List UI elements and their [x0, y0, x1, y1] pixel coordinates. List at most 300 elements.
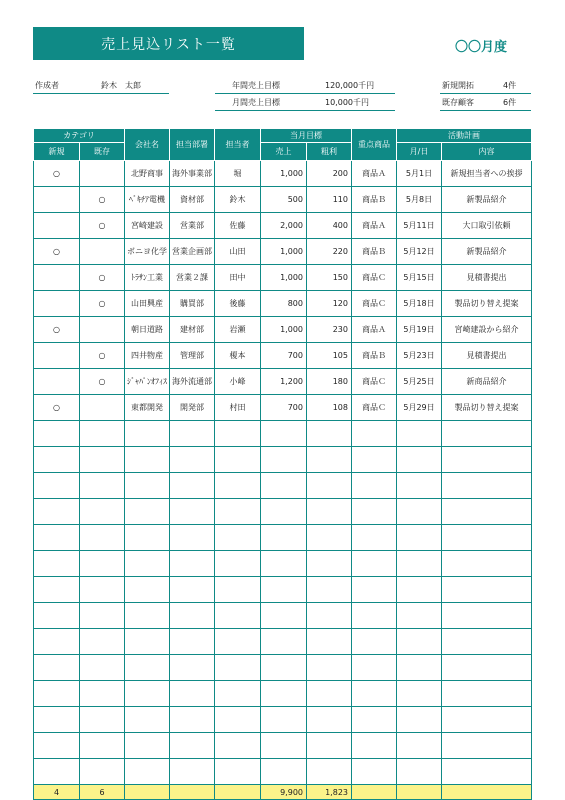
header-date: 月/日	[397, 143, 442, 161]
header-content: 内容	[442, 143, 532, 161]
cell-gross	[307, 603, 352, 629]
cell-new	[34, 213, 80, 239]
cell-sales	[261, 577, 307, 603]
cell-department	[170, 603, 215, 629]
cell-new	[34, 733, 80, 759]
table-row	[34, 447, 532, 473]
cell-gross	[307, 473, 352, 499]
cell-new	[34, 473, 80, 499]
cell-company	[125, 603, 170, 629]
cell-content	[442, 447, 532, 473]
table-row	[34, 499, 532, 525]
cell-person: 岩瀬	[215, 317, 261, 343]
cell-person	[215, 655, 261, 681]
cell-existing: ○	[80, 265, 125, 291]
total-blank	[442, 785, 532, 800]
cell-product	[352, 655, 397, 681]
cell-person: 鈴木	[215, 187, 261, 213]
table-row	[34, 395, 532, 421]
table-row	[34, 733, 532, 759]
cell-company: 東都開発	[125, 395, 170, 421]
cell-product	[352, 551, 397, 577]
cell-sales	[261, 551, 307, 577]
table-body	[34, 161, 532, 785]
cell-company	[125, 551, 170, 577]
cell-content	[442, 681, 532, 707]
cell-existing	[80, 161, 125, 187]
cell-company	[125, 655, 170, 681]
cell-new	[34, 265, 80, 291]
cell-product: 商品Ａ	[352, 213, 397, 239]
cell-date	[397, 525, 442, 551]
cell-existing	[80, 707, 125, 733]
cell-department: 営業部	[170, 213, 215, 239]
cell-new	[34, 421, 80, 447]
header-new: 新規	[34, 143, 80, 161]
table-row	[34, 291, 532, 317]
cell-gross	[307, 551, 352, 577]
cell-person: 村田	[215, 395, 261, 421]
cell-content	[442, 629, 532, 655]
cell-existing	[80, 603, 125, 629]
cell-new	[34, 707, 80, 733]
cell-content	[442, 603, 532, 629]
cell-department: 海外流通部	[170, 369, 215, 395]
header-row-2	[34, 143, 532, 161]
cell-department: 営業企画部	[170, 239, 215, 265]
table-row	[34, 187, 532, 213]
total-blank	[215, 785, 261, 800]
cell-company: ｼﾞｬﾊﾟﾝｵﾌｨｽ	[125, 369, 170, 395]
cell-new	[34, 629, 80, 655]
cell-product	[352, 681, 397, 707]
month-label: 〇〇月度	[455, 40, 508, 55]
cell-gross: 230	[307, 317, 352, 343]
cell-existing	[80, 759, 125, 785]
header-company: 会社名	[125, 129, 170, 161]
cell-gross: 150	[307, 265, 352, 291]
cell-content	[442, 551, 532, 577]
table-row	[34, 603, 532, 629]
cell-department: 建材部	[170, 317, 215, 343]
cell-product: 商品Ｂ	[352, 343, 397, 369]
cell-person	[215, 473, 261, 499]
cell-new	[34, 759, 80, 785]
cell-content: 見積書提出	[442, 343, 532, 369]
cell-gross	[307, 577, 352, 603]
cell-company	[125, 577, 170, 603]
cell-department	[170, 759, 215, 785]
cell-product: 商品Ｂ	[352, 239, 397, 265]
cell-content: 製品切り替え提案	[442, 291, 532, 317]
header-person: 担当者	[215, 129, 261, 161]
cell-gross	[307, 421, 352, 447]
table-row	[34, 317, 532, 343]
cell-person: 佐藤	[215, 213, 261, 239]
cell-sales	[261, 655, 307, 681]
cell-product: 商品Ｃ	[352, 291, 397, 317]
cell-new	[34, 655, 80, 681]
cell-company	[125, 525, 170, 551]
header-activity: 活動計画	[397, 129, 532, 143]
cell-new	[34, 551, 80, 577]
annual-target-label: 年間売上目標	[232, 81, 280, 90]
cell-content: 宮崎建設から紹介	[442, 317, 532, 343]
cell-existing	[80, 733, 125, 759]
cell-gross	[307, 499, 352, 525]
cell-gross: 200	[307, 161, 352, 187]
cell-department: 購買部	[170, 291, 215, 317]
cell-new: ○	[34, 317, 80, 343]
author-label: 作成者	[35, 81, 59, 90]
table-row	[34, 577, 532, 603]
cell-department: 海外事業部	[170, 161, 215, 187]
cell-product	[352, 473, 397, 499]
cell-date: 5月23日	[397, 343, 442, 369]
new-count-value: 4件	[503, 81, 517, 90]
cell-existing	[80, 499, 125, 525]
table-row	[34, 369, 532, 395]
cell-date	[397, 655, 442, 681]
cell-gross	[307, 447, 352, 473]
cell-person: 堀	[215, 161, 261, 187]
table-row	[34, 707, 532, 733]
cell-sales	[261, 603, 307, 629]
cell-person: 山田	[215, 239, 261, 265]
cell-sales: 2,000	[261, 213, 307, 239]
cell-department: 管理部	[170, 343, 215, 369]
header-gross: 粗利	[307, 143, 352, 161]
cell-department: 営業２課	[170, 265, 215, 291]
cell-content	[442, 759, 532, 785]
table-row	[34, 265, 532, 291]
cell-gross: 400	[307, 213, 352, 239]
cell-company: ﾄﾗｻﾝ工業	[125, 265, 170, 291]
cell-department	[170, 447, 215, 473]
cell-department	[170, 681, 215, 707]
cell-sales	[261, 447, 307, 473]
cell-company	[125, 733, 170, 759]
cell-company	[125, 499, 170, 525]
cell-existing	[80, 317, 125, 343]
cell-new: ○	[34, 395, 80, 421]
cell-company: 北野商事	[125, 161, 170, 187]
cell-date	[397, 759, 442, 785]
existing-count-label: 既存顧客	[442, 98, 474, 107]
existing-count-value: 6件	[503, 98, 517, 107]
cell-new	[34, 187, 80, 213]
cell-existing	[80, 239, 125, 265]
cell-existing: ○	[80, 187, 125, 213]
table-row	[34, 551, 532, 577]
cell-department: 資材部	[170, 187, 215, 213]
cell-date	[397, 577, 442, 603]
cell-date: 5月25日	[397, 369, 442, 395]
table-row	[34, 239, 532, 265]
cell-gross	[307, 681, 352, 707]
table-row	[34, 629, 532, 655]
cell-content	[442, 577, 532, 603]
cell-product: 商品Ａ	[352, 317, 397, 343]
cell-product	[352, 603, 397, 629]
cell-department	[170, 733, 215, 759]
totals-row	[34, 785, 532, 800]
cell-date	[397, 603, 442, 629]
total-blank	[125, 785, 170, 800]
cell-date: 5月11日	[397, 213, 442, 239]
cell-company: 山田興産	[125, 291, 170, 317]
cell-product	[352, 577, 397, 603]
table-row	[34, 681, 532, 707]
cell-date	[397, 707, 442, 733]
table-row	[34, 473, 532, 499]
cell-new	[34, 369, 80, 395]
cell-company: 四井物産	[125, 343, 170, 369]
cell-product	[352, 759, 397, 785]
cell-person: 後藤	[215, 291, 261, 317]
cell-person	[215, 733, 261, 759]
cell-company	[125, 759, 170, 785]
page-title: 売上見込リスト一覧	[33, 27, 304, 60]
cell-department	[170, 629, 215, 655]
cell-company: 宮崎建設	[125, 213, 170, 239]
total-blank	[170, 785, 215, 800]
total-sales: 9,900	[261, 785, 307, 800]
cell-new: ○	[34, 161, 80, 187]
cell-date	[397, 551, 442, 577]
header-category: カテゴリ	[34, 129, 125, 143]
cell-new	[34, 577, 80, 603]
cell-new	[34, 447, 80, 473]
cell-gross: 110	[307, 187, 352, 213]
cell-person	[215, 681, 261, 707]
cell-date	[397, 447, 442, 473]
cell-date	[397, 421, 442, 447]
cell-company	[125, 707, 170, 733]
total-existing: 6	[80, 785, 125, 800]
cell-company: 朝日道路	[125, 317, 170, 343]
cell-sales: 1,000	[261, 317, 307, 343]
table-row	[34, 655, 532, 681]
cell-person	[215, 525, 261, 551]
cell-existing	[80, 655, 125, 681]
cell-content: 新規担当者への挨拶	[442, 161, 532, 187]
cell-content	[442, 655, 532, 681]
cell-date: 5月19日	[397, 317, 442, 343]
cell-gross	[307, 733, 352, 759]
cell-person	[215, 629, 261, 655]
cell-product: 商品Ｂ	[352, 187, 397, 213]
cell-department	[170, 655, 215, 681]
cell-sales	[261, 525, 307, 551]
cell-product	[352, 707, 397, 733]
cell-sales: 700	[261, 395, 307, 421]
cell-person	[215, 759, 261, 785]
author-name: 鈴木 太郎	[101, 81, 141, 90]
cell-existing: ○	[80, 291, 125, 317]
cell-date: 5月8日	[397, 187, 442, 213]
cell-department	[170, 525, 215, 551]
cell-company: ボニヨ化学	[125, 239, 170, 265]
cell-date: 5月12日	[397, 239, 442, 265]
cell-product: 商品Ｃ	[352, 265, 397, 291]
cell-gross: 220	[307, 239, 352, 265]
new-count-row	[440, 80, 531, 94]
cell-new	[34, 681, 80, 707]
cell-content	[442, 707, 532, 733]
cell-sales	[261, 421, 307, 447]
sales-forecast-table	[33, 128, 532, 800]
cell-new	[34, 291, 80, 317]
existing-count-row	[440, 97, 531, 111]
header-monthly-target: 当月目標	[261, 129, 352, 143]
cell-sales	[261, 707, 307, 733]
cell-date: 5月1日	[397, 161, 442, 187]
cell-date	[397, 629, 442, 655]
cell-product	[352, 629, 397, 655]
cell-sales: 700	[261, 343, 307, 369]
cell-existing: ○	[80, 343, 125, 369]
cell-sales: 1,000	[261, 265, 307, 291]
cell-department	[170, 551, 215, 577]
cell-product	[352, 447, 397, 473]
cell-person	[215, 707, 261, 733]
cell-date	[397, 681, 442, 707]
cell-department	[170, 499, 215, 525]
cell-gross: 105	[307, 343, 352, 369]
cell-gross	[307, 707, 352, 733]
cell-department	[170, 577, 215, 603]
header-existing: 既存	[80, 143, 125, 161]
table-row	[34, 161, 532, 187]
cell-existing	[80, 681, 125, 707]
cell-sales	[261, 629, 307, 655]
new-count-label: 新規開拓	[442, 81, 474, 90]
cell-existing: ○	[80, 369, 125, 395]
cell-new	[34, 603, 80, 629]
cell-sales	[261, 733, 307, 759]
cell-company	[125, 473, 170, 499]
cell-date	[397, 473, 442, 499]
cell-gross	[307, 759, 352, 785]
cell-sales: 1,200	[261, 369, 307, 395]
cell-department: 開発部	[170, 395, 215, 421]
cell-product	[352, 733, 397, 759]
cell-sales	[261, 499, 307, 525]
cell-company	[125, 681, 170, 707]
cell-content	[442, 473, 532, 499]
cell-gross	[307, 655, 352, 681]
cell-company	[125, 447, 170, 473]
cell-department	[170, 707, 215, 733]
cell-content: 新製品紹介	[442, 239, 532, 265]
cell-person: 田中	[215, 265, 261, 291]
cell-date: 5月29日	[397, 395, 442, 421]
cell-company	[125, 421, 170, 447]
cell-person	[215, 603, 261, 629]
cell-new	[34, 343, 80, 369]
cell-content: 大口取引依頼	[442, 213, 532, 239]
cell-company	[125, 629, 170, 655]
cell-new	[34, 499, 80, 525]
cell-existing	[80, 551, 125, 577]
total-new: 4	[34, 785, 80, 800]
cell-person	[215, 551, 261, 577]
cell-product	[352, 421, 397, 447]
cell-product: 商品Ｃ	[352, 369, 397, 395]
header-row-1	[34, 129, 532, 143]
cell-department	[170, 473, 215, 499]
table-row	[34, 421, 532, 447]
cell-date: 5月15日	[397, 265, 442, 291]
annual-target-value: 120,000千円	[325, 81, 375, 90]
cell-gross	[307, 525, 352, 551]
cell-existing	[80, 629, 125, 655]
cell-content	[442, 421, 532, 447]
table-row	[34, 213, 532, 239]
monthly-target-row	[215, 97, 395, 111]
cell-content: 新製品紹介	[442, 187, 532, 213]
cell-content: 製品切り替え提案	[442, 395, 532, 421]
cell-content: 新商品紹介	[442, 369, 532, 395]
cell-content	[442, 733, 532, 759]
cell-existing	[80, 525, 125, 551]
cell-product: 商品Ａ	[352, 161, 397, 187]
monthly-target-label: 月間売上目標	[232, 98, 280, 107]
annual-target-row	[215, 80, 395, 94]
cell-sales	[261, 473, 307, 499]
cell-date	[397, 499, 442, 525]
cell-sales: 1,000	[261, 239, 307, 265]
cell-sales: 1,000	[261, 161, 307, 187]
cell-product	[352, 525, 397, 551]
cell-person	[215, 499, 261, 525]
cell-company: ﾍﾞｷﾁｱ電機	[125, 187, 170, 213]
cell-gross	[307, 629, 352, 655]
cell-date: 5月18日	[397, 291, 442, 317]
cell-sales	[261, 759, 307, 785]
total-blank	[352, 785, 397, 800]
cell-person	[215, 447, 261, 473]
cell-sales: 500	[261, 187, 307, 213]
cell-new	[34, 525, 80, 551]
cell-person: 小峰	[215, 369, 261, 395]
cell-department	[170, 421, 215, 447]
cell-person: 榎本	[215, 343, 261, 369]
total-gross: 1,823	[307, 785, 352, 800]
cell-existing	[80, 395, 125, 421]
cell-existing	[80, 421, 125, 447]
cell-existing	[80, 473, 125, 499]
cell-date	[397, 733, 442, 759]
table-row	[34, 759, 532, 785]
cell-gross: 120	[307, 291, 352, 317]
cell-existing	[80, 577, 125, 603]
header-product: 重点商品	[352, 129, 397, 161]
cell-new: ○	[34, 239, 80, 265]
header-department: 担当部署	[170, 129, 215, 161]
cell-content	[442, 525, 532, 551]
total-blank	[397, 785, 442, 800]
cell-product: 商品Ｃ	[352, 395, 397, 421]
table-row	[34, 525, 532, 551]
cell-content	[442, 499, 532, 525]
cell-person	[215, 421, 261, 447]
author-row	[33, 80, 169, 94]
cell-person	[215, 577, 261, 603]
monthly-target-value: 10,000千円	[325, 98, 369, 107]
cell-sales	[261, 681, 307, 707]
